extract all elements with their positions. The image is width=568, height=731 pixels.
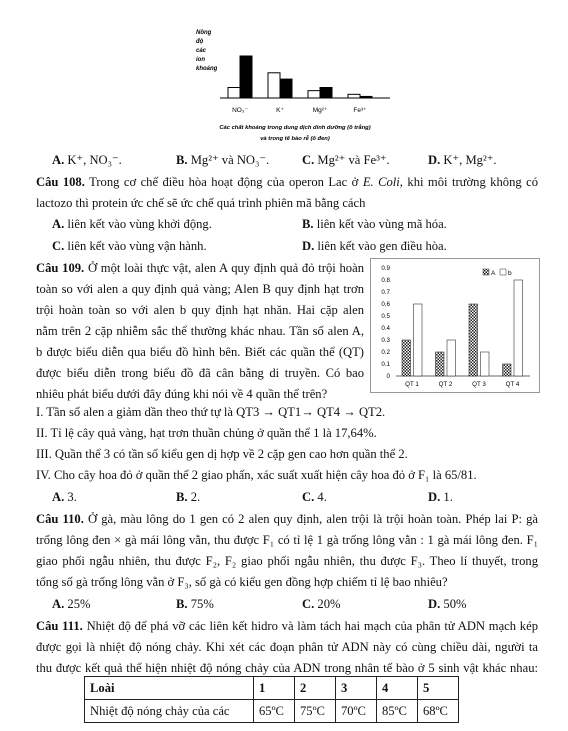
- table-header-cell: 1: [254, 677, 295, 700]
- q109-statement-4: IV. Cho cây hoa đỏ ở quần thể 2 giao phấn, xác suất xuất hiện cây hoa đỏ ở F₁ là 65/81.: [36, 468, 477, 482]
- ion-chart: [190, 22, 400, 144]
- option-text: 4.: [317, 490, 327, 504]
- legend-swatch-b: [500, 269, 506, 275]
- q108-option-b[interactable]: [302, 216, 447, 232]
- allele-chart-x-tick: QT 3: [472, 381, 486, 388]
- allele-chart-x-tick: QT 1: [405, 381, 419, 388]
- table-header-row: [85, 677, 459, 700]
- option-letter: A.: [52, 217, 65, 231]
- q109-line-5: b được biểu diễn qua biểu đồ hình bên. Biết các quần thể (QT): [36, 345, 364, 359]
- allele-chart-y-tick: 0.2: [381, 349, 390, 357]
- q111-line-3: thu được kết quả thể hiện nhiệt độ nóng chảy của ADN trong nhân tế bào ở 5 sinh vật khác nhau:: [36, 661, 538, 675]
- ion-bar-root-cell: [360, 96, 372, 98]
- q109-line-7: nhiêu phát biểu dưới đây đúng khi nói về 4 quần thể trên?: [36, 387, 328, 401]
- table-header-cell: 2: [295, 677, 336, 700]
- allele-chart-x-tick: QT 2: [438, 381, 453, 388]
- ion-chart-caption-1: Các chất khoáng trong dung dịch dinh dưỡng (ô trắng): [219, 125, 371, 131]
- table-header-cell: Loài: [85, 677, 254, 700]
- option-letter: A.: [52, 153, 65, 167]
- option-letter: D.: [428, 153, 441, 167]
- ion-chart-tick-label: NO₃⁻: [232, 107, 248, 114]
- ion-bar-root-cell: [240, 56, 252, 98]
- q110-text: Ở gà, màu lông do 1 gen có 2 alen quy định, alen trội là trội hoàn toàn. Phép lai P: gà: [88, 512, 538, 526]
- allele-bar-b: [447, 340, 456, 376]
- q109-text: Ở một loài thực vật, alen A quy định quả đỏ trội hoàn: [87, 261, 364, 275]
- table-cell: 75ºC: [295, 700, 336, 723]
- allele-bar-b: [514, 280, 523, 376]
- ion-chart-tick-label: Mg²⁺: [312, 107, 328, 114]
- option-letter: D.: [428, 597, 441, 611]
- option-text: liên kết vào vùng vận hành.: [67, 239, 207, 253]
- q107-option-c[interactable]: [302, 152, 390, 168]
- option-letter: B.: [302, 217, 314, 231]
- table-header-cell: 4: [377, 677, 418, 700]
- q110-option-b[interactable]: [176, 596, 214, 612]
- ion-bar-solution: [268, 73, 280, 98]
- q107-option-a[interactable]: [52, 152, 122, 168]
- q110-line-1: [36, 511, 538, 527]
- table-header-cell: 3: [336, 677, 377, 700]
- allele-bar-b: [481, 352, 490, 376]
- allele-chart-y-tick: 0.9: [381, 265, 390, 273]
- legend-label-b: b: [508, 270, 512, 277]
- melting-temperature-table: [84, 676, 459, 723]
- q108-text: Trong cơ chế điều hòa hoạt động của operon Lac ở: [89, 175, 359, 189]
- option-letter: A.: [52, 490, 65, 504]
- allele-bar-b: [414, 304, 423, 376]
- option-letter: D.: [302, 239, 315, 253]
- table-cell: 65ºC: [254, 700, 295, 723]
- allele-chart-y-tick: 0.8: [381, 277, 390, 285]
- option-letter: B.: [176, 490, 188, 504]
- option-text: liên kết vào vùng khởi động.: [67, 217, 212, 231]
- q108-line-2: lactozo thì protein ức chế sẽ ức chế quá trình phiên mã bằng cách: [36, 196, 366, 210]
- q108-option-d[interactable]: [302, 238, 447, 254]
- legend-swatch-a: [483, 269, 489, 275]
- q109-option-b[interactable]: [176, 489, 200, 505]
- option-letter: C.: [52, 239, 65, 253]
- option-text: Mg²⁺ và NO₃⁻.: [190, 153, 270, 167]
- allele-chart-y-tick: 0.3: [381, 337, 390, 345]
- q108-option-a[interactable]: [52, 216, 212, 232]
- option-letter: C.: [302, 597, 315, 611]
- option-text: 20%: [317, 597, 341, 611]
- allele-bar-A: [436, 352, 445, 376]
- option-text: K⁺, NO₃⁻.: [67, 153, 122, 167]
- q110-option-d[interactable]: [428, 596, 467, 612]
- option-text: 3.: [67, 490, 77, 504]
- table-cell: Nhiệt độ nóng chảy của các: [85, 700, 254, 723]
- allele-chart: [370, 258, 540, 393]
- option-letter: C.: [302, 490, 315, 504]
- q108-line-1: [36, 174, 538, 190]
- q110-line-2: trống lông đen × gà mái lông vằn, thu được F₁ có tỉ lệ 1 gà trống lông vằn : 1 gà mái lông đen. F₁: [36, 533, 538, 547]
- q107-option-d[interactable]: [428, 152, 497, 168]
- table-cell: 68ºC: [418, 700, 459, 723]
- option-text: K⁺, Mg²⁺.: [443, 153, 497, 167]
- option-text: 25%: [67, 597, 91, 611]
- ion-chart-tick-label: K⁺: [276, 107, 284, 114]
- q109-option-d[interactable]: [428, 489, 453, 505]
- q109-line-1: [36, 260, 364, 281]
- q107-option-b[interactable]: [176, 152, 269, 168]
- q109-option-a[interactable]: [52, 489, 77, 505]
- ion-bar-solution: [348, 94, 360, 98]
- table-cell: 85ºC: [377, 700, 418, 723]
- allele-bar-A: [469, 304, 478, 376]
- q110-line-3: giao phối ngẫu nhiên, thu được F₂, F₂ giao phối ngẫu nhiên, thu được F₃. Theo lí thuyết, trong: [36, 554, 538, 568]
- allele-bar-A: [402, 340, 411, 376]
- q109-line-4: nằm trên 2 cặp nhiễm sắc thể thường khác nhau. Tần số alen A,: [36, 324, 364, 338]
- option-text: 50%: [443, 597, 467, 611]
- allele-chart-y-tick: 0: [386, 373, 390, 381]
- option-letter: A.: [52, 597, 65, 611]
- question-label: Câu 110.: [36, 512, 84, 526]
- ion-bar-solution: [308, 91, 320, 98]
- option-text: 75%: [190, 597, 214, 611]
- allele-chart-y-tick: 0.7: [381, 289, 390, 297]
- legend-label-a: A: [491, 270, 496, 277]
- q108-option-c[interactable]: [52, 238, 207, 254]
- ion-bar-solution: [228, 88, 240, 99]
- option-text: Mg²⁺ và Fe³⁺.: [317, 153, 390, 167]
- table-row: [85, 700, 459, 723]
- q109-statement-2: II. Tỉ lệ cây quả vàng, hạt trơn thuần chủng ở quần thể 1 là 17,64%.: [36, 426, 377, 440]
- ion-bar-root-cell: [280, 79, 292, 98]
- ion-chart-caption-2: và trong tế bào rễ (ô đen): [260, 136, 330, 142]
- question-label: Câu 108.: [36, 175, 85, 189]
- ion-bar-root-cell: [320, 88, 332, 99]
- ion-chart-tick-label: Fe³⁺: [353, 107, 367, 114]
- q108-organism: E. Coli: [362, 175, 400, 189]
- option-letter: B.: [176, 153, 188, 167]
- q110-line-4: tổng số gà trống lông vằn ở F₃, số gà có kiểu gen đồng hợp chiếm tỉ lệ bao nhiêu?: [36, 575, 448, 589]
- option-text: liên kết vào vùng mã hóa.: [316, 217, 447, 231]
- allele-chart-x-tick: QT 4: [505, 381, 520, 388]
- allele-bar-A: [503, 364, 512, 376]
- q111-line-1: [36, 618, 538, 634]
- q109-statement-1: I. Tần số alen a giảm dần theo thứ tự là QT3 → QT1→ QT4 → QT2.: [36, 405, 386, 419]
- q110-option-c[interactable]: [302, 596, 341, 612]
- question-label: Câu 109.: [36, 261, 85, 275]
- allele-chart-y-tick: 0.4: [381, 325, 390, 333]
- option-letter: B.: [176, 597, 188, 611]
- allele-chart-y-tick: 0.1: [381, 361, 390, 369]
- allele-chart-y-tick: 0.5: [381, 313, 390, 321]
- option-text: liên kết vào gen điều hòa.: [317, 239, 447, 253]
- table-cell: 70ºC: [336, 700, 377, 723]
- q109-line-6: được biểu diễn trong biểu đồ đã cân bằng di truyền. Có bao: [36, 366, 364, 380]
- q108-text: , khi môi trường không có: [399, 175, 539, 189]
- q109-line-3: trội hoàn toàn so với alen b quy định hạt nhăn. Hai cặp alen: [36, 303, 364, 317]
- q110-option-a[interactable]: [52, 596, 91, 612]
- q109-option-c[interactable]: [302, 489, 327, 505]
- question-label: Câu 111.: [36, 619, 83, 633]
- table-header-cell: 5: [418, 677, 459, 700]
- q109-statement-3: III. Quần thể 3 có tần số kiểu gen dị hợp về 2 cặp gen cao hơn quần thể 2.: [36, 447, 408, 461]
- option-letter: C.: [302, 153, 315, 167]
- q111-line-2: được gọi là nhiệt độ nóng chảy. Khi xét các đoạn phân tử ADN này có cùng chiều dài, người ta: [36, 640, 538, 654]
- option-text: 1.: [443, 490, 453, 504]
- option-text: 2.: [190, 490, 201, 504]
- allele-chart-y-tick: 0.6: [381, 301, 390, 309]
- q111-text: Nhiệt độ để phá vỡ các liên kết hidro và làm tách hai mạch của phân tử ADN mạch kép: [86, 619, 538, 633]
- ion-chart-ylabel: Nồng độ các ion khoáng: [196, 30, 218, 72]
- option-letter: D.: [428, 490, 441, 504]
- q109-line-2: toàn so với alen a quy định quả vàng; Alen B quy định hạt trơn: [36, 282, 364, 296]
